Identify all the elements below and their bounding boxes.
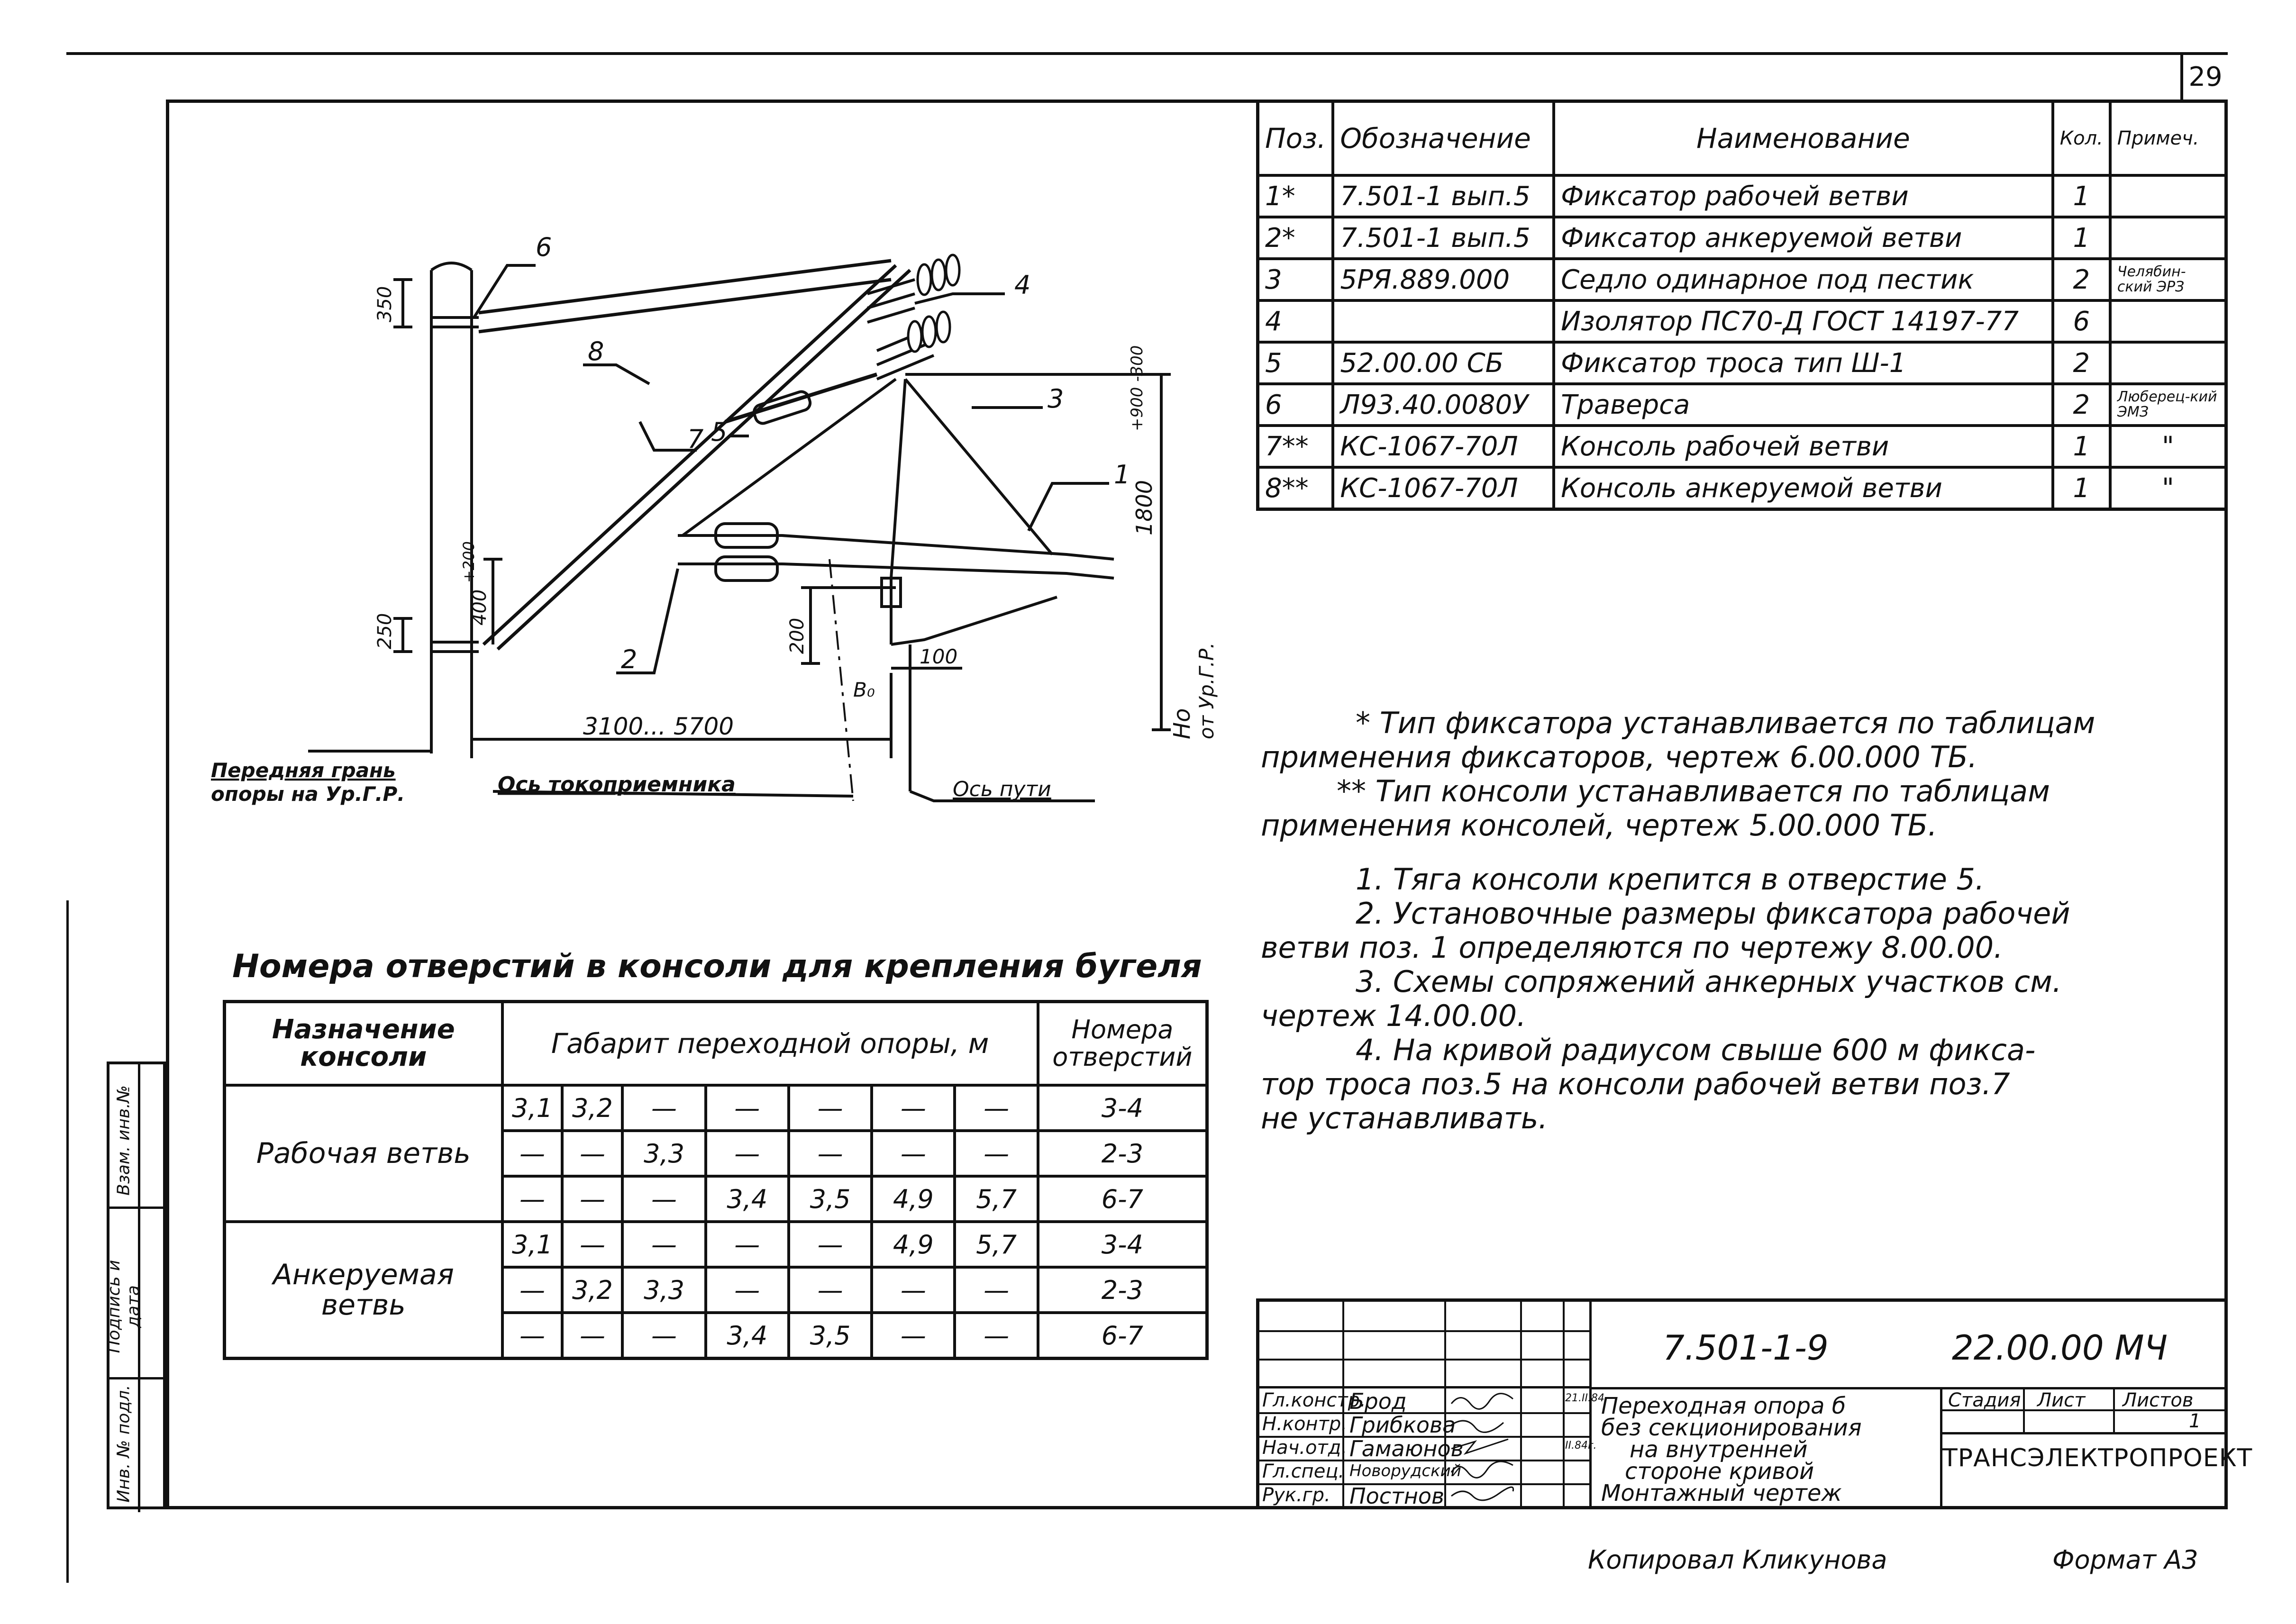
spec-row (1258, 300, 2226, 342)
holes-cell: — (706, 1085, 789, 1131)
holes-cell: 3,1 (502, 1222, 563, 1267)
role-name: Грибкова (1349, 1412, 1456, 1438)
holes-header-purpose: Назначение консоли (225, 1002, 502, 1086)
holes-row (225, 1085, 1207, 1131)
holes-cell: 4,9 (872, 1222, 955, 1267)
copied-by: Копировал Кликунова (1588, 1545, 1887, 1575)
spec-pos: 8** (1258, 467, 1333, 509)
label-pantograph-axis: Ось токоприемника (498, 772, 736, 797)
note-line: чертеж 14.00.00. (1261, 998, 1526, 1033)
holes-cell: — (955, 1085, 1038, 1131)
dim-height-tol: +900 -300 (1128, 345, 1147, 431)
holes-cell: — (789, 1131, 872, 1176)
spec-qty: 2 (2053, 259, 2110, 300)
insulator-disc (946, 255, 959, 285)
holes-cell: 4,9 (872, 1176, 955, 1222)
holes-cell: — (622, 1222, 705, 1267)
role-title: Нач.отд. (1262, 1437, 1348, 1459)
holes-cell: — (789, 1267, 872, 1313)
drawing-number: 22.00.00 МЧ (1952, 1328, 2168, 1368)
insulator-disc (908, 321, 921, 352)
specification-table (1256, 100, 2228, 511)
spec-designation: КС-1067-70Л (1333, 467, 1554, 509)
pole (431, 263, 472, 753)
holes-cell: — (872, 1267, 955, 1313)
dim-350-line (393, 280, 412, 327)
sheets-value: 1 (2189, 1410, 2201, 1432)
callout-8: 8 (588, 336, 604, 366)
spec-designation (1333, 300, 1554, 342)
holes-cell: 3,2 (562, 1085, 622, 1131)
role-title: Н.контр. (1262, 1413, 1347, 1435)
spec-designation: 52.00.00 СБ (1333, 342, 1554, 384)
stamp-signature: Подпись и дата (104, 1260, 143, 1353)
spec-row (1258, 467, 2226, 509)
holes-header-gauge: Габарит переходной опоры, м (502, 1002, 1038, 1086)
holes-cell: — (706, 1131, 789, 1176)
spec-row (1258, 259, 2226, 300)
holes-cell: 3,4 (706, 1313, 789, 1359)
spec-qty: 2 (2053, 342, 2110, 384)
dim-100: 100 (920, 645, 958, 668)
holes-cell: 3,3 (622, 1131, 705, 1176)
holes-cell: 3,5 (789, 1313, 872, 1359)
sheet-info (1942, 1389, 2224, 1434)
spec-note: " (2110, 426, 2226, 467)
dim-400-tol: +200 (460, 541, 478, 583)
spec-pos: 7** (1258, 426, 1333, 467)
callout-1: 1 (1114, 460, 1130, 490)
spec-designation: 7.501-1 вып.5 (1333, 175, 1554, 217)
callout-2: 2 (621, 644, 638, 674)
holes-cell: — (502, 1176, 563, 1222)
label-pole-face-2: опоры на Ур.Г.Р. (211, 782, 405, 806)
callout-7: 7 (687, 424, 704, 454)
holes-header-holes: Номера отверстий (1038, 1002, 1207, 1086)
leader-4 (915, 294, 1005, 303)
role-title: Гл.спец. (1262, 1461, 1345, 1482)
holes-cell: — (872, 1085, 955, 1131)
holes-cell: — (562, 1176, 622, 1222)
holes-cell: — (502, 1131, 563, 1176)
dim-250-line (393, 618, 412, 652)
role-name: Постнов (1349, 1483, 1445, 1509)
spec-name: Седло одинарное под пестик (1554, 259, 2053, 300)
stamp-inventory: Инв. № подл. (114, 1385, 134, 1503)
fixator-arm-lower (678, 564, 1114, 578)
side-stamp (104, 1061, 166, 1509)
spec-header-note: Примеч. (2110, 101, 2226, 176)
spec-header-row (1258, 101, 2226, 176)
spec-name: Траверса (1554, 384, 2053, 426)
role-row (1259, 1436, 1597, 1461)
holes-number: 2-3 (1038, 1131, 1207, 1176)
spec-note (2110, 175, 2226, 217)
spec-note: Челябин-ский ЭРЗ (2110, 259, 2226, 300)
label-ho-sub: от Ур.Г.Р. (1195, 642, 1218, 739)
role-date: 21.II.84 (1565, 1392, 1604, 1404)
spec-pos: 4 (1258, 300, 1333, 342)
spec-qty: 6 (2053, 300, 2110, 342)
label-ho: Но (1169, 708, 1195, 739)
role-row (1259, 1388, 1604, 1414)
label-track-axis: Ось пути (953, 777, 1051, 801)
holes-cell: 5,7 (955, 1222, 1038, 1267)
footnotes (1261, 706, 2218, 843)
holes-cell: 3,5 (789, 1176, 872, 1222)
dim-b0: В₀ (853, 678, 875, 701)
holes-cell: — (706, 1267, 789, 1313)
holes-number: 3-4 (1038, 1085, 1207, 1131)
holes-cell: — (955, 1313, 1038, 1359)
role-name: Брод (1349, 1388, 1407, 1414)
spec-pos: 2* (1258, 217, 1333, 259)
fixator-clamp (716, 557, 777, 581)
doc-code: 7.501-1-9 (1663, 1328, 1829, 1368)
holes-cell: — (872, 1131, 955, 1176)
spec-designation: 5РЯ.889.000 (1333, 259, 1554, 300)
leader-1 (1029, 483, 1109, 531)
holes-cell: 3,4 (706, 1176, 789, 1222)
spec-pos: 3 (1258, 259, 1333, 300)
company: ТРАНСЭЛЕКТРОПРОЕКТ (1942, 1444, 2253, 1472)
spec-row (1258, 175, 2226, 217)
spec-qty: 2 (2053, 384, 2110, 426)
callout-6: 6 (536, 232, 552, 262)
holes-table-title: Номера отверстий в консоли для крепления бугеля (232, 948, 1202, 985)
spec-note (2110, 217, 2226, 259)
pull-rod (725, 374, 877, 422)
spec-header-pos: Поз. (1258, 101, 1333, 176)
spec-row (1258, 342, 2226, 384)
callout-4: 4 (1014, 270, 1031, 300)
holes-cell: — (622, 1313, 705, 1359)
spec-name: Фиксатор рабочей ветви (1554, 175, 2053, 217)
label-pole-face-1: Передняя грань (211, 759, 396, 782)
title-block (1256, 1298, 2253, 1509)
spec-pos: 5 (1258, 342, 1333, 384)
insulator-disc (922, 317, 936, 347)
holes-cell: — (502, 1313, 563, 1359)
spec-header-designation: Обозначение (1333, 101, 1554, 176)
spec-row (1258, 217, 2226, 259)
spec-note (2110, 342, 2226, 384)
title-line: без секционирования (1601, 1415, 1862, 1441)
spec-pos: 1* (1258, 175, 1333, 217)
stage-label: Стадия (1948, 1389, 2021, 1411)
upper-strut (479, 261, 891, 332)
dropper (891, 578, 1057, 644)
sheet-left-rule (66, 900, 69, 1583)
holes-cell: — (502, 1267, 563, 1313)
holes-cell: — (955, 1131, 1038, 1176)
dim-400: 400 (469, 589, 491, 626)
spec-qty: 1 (2053, 467, 2110, 509)
spec-name: Консоль анкеруемой ветви (1554, 467, 2053, 509)
note-line: 1. Тяга консоли крепится в отверстие 5. (1356, 862, 1985, 897)
holes-header-row (225, 1002, 1207, 1086)
holes-group-working: Рабочая ветвь (225, 1085, 502, 1222)
title-line: Переходная опора б (1601, 1393, 1846, 1419)
spec-header-qty: Кол. (2053, 101, 2110, 176)
role-name: Гамаюнов (1349, 1436, 1464, 1461)
holes-cell: — (955, 1267, 1038, 1313)
note-line: тор троса поз.5 на консоли рабочей ветви поз.7 (1261, 1067, 2010, 1101)
role-title: Рук.гр. (1262, 1484, 1330, 1506)
spec-designation: КС-1067-70Л (1333, 426, 1554, 467)
role-title: Гл.констр. (1262, 1389, 1366, 1411)
holes-cell: — (622, 1176, 705, 1222)
note-line: не устанавливать. (1261, 1101, 1548, 1135)
holes-cell: 3,3 (622, 1267, 705, 1313)
holes-number: 3-4 (1038, 1222, 1207, 1267)
dim-200: 200 (786, 617, 808, 654)
holes-number: 6-7 (1038, 1176, 1207, 1222)
spec-qty: 1 (2053, 217, 2110, 259)
pantograph-axis-line (829, 559, 853, 801)
spec-pos: 6 (1258, 384, 1333, 426)
holes-number: 2-3 (1038, 1267, 1207, 1313)
spec-name: Фиксатор анкеруемой ветви (1554, 217, 2053, 259)
drawing-title (1592, 1389, 1942, 1506)
role-name: Новорудский (1349, 1461, 1461, 1480)
holes-row (225, 1222, 1207, 1267)
assembly-drawing (166, 171, 1256, 862)
footnote-2: ** Тип консоли устанавливается по таблицам применения консолей, чертеж 5.00.000 ТБ. (1261, 774, 2050, 843)
sheet-top-rule (66, 52, 2228, 55)
role-row (1259, 1483, 1591, 1509)
spec-name: Консоль рабочей ветви (1554, 426, 2053, 467)
role-row (1259, 1412, 1591, 1438)
sheet-label: Лист (2037, 1389, 2086, 1411)
page-number: 29 (2188, 62, 2223, 92)
holes-cell: — (706, 1222, 789, 1267)
dim-span: 3100... 5700 (583, 713, 734, 740)
holes-cell: — (562, 1313, 622, 1359)
holes-cell: — (789, 1222, 872, 1267)
note-line: ветви поз. 1 определяются по чертежу 8.00.00. (1261, 930, 2003, 965)
spec-designation: Л93.40.0080У (1333, 384, 1554, 426)
sheets-label: Листов (2123, 1389, 2194, 1411)
spec-designation: 7.501-1 вып.5 (1333, 217, 1554, 259)
holes-cell: 3,1 (502, 1085, 563, 1131)
role-date: II.84г. (1565, 1440, 1597, 1452)
spec-name: Фиксатор троса тип Ш-1 (1554, 342, 2053, 384)
spec-note (2110, 300, 2226, 342)
insulator-disc (932, 260, 945, 290)
title-line: Монтажный чертеж (1601, 1480, 1842, 1506)
dim-250: 250 (374, 613, 396, 649)
spec-qty: 1 (2053, 175, 2110, 217)
note-line: 3. Схемы сопряжений анкерных участков см. (1356, 964, 2062, 999)
holes-cell: — (872, 1313, 955, 1359)
page-number-box (2180, 52, 2228, 102)
holes-cell: — (789, 1085, 872, 1131)
holes-cell: — (562, 1131, 622, 1176)
dim-350: 350 (374, 286, 396, 322)
insulator-disc (918, 264, 931, 295)
note-line: 2. Установочные размеры фиксатора рабочей (1356, 896, 2070, 931)
note-line: 4. На кривой радиусом свыше 600 м фикса- (1356, 1033, 2036, 1067)
notes (1261, 862, 2218, 1135)
spec-row (1258, 384, 2226, 426)
signatures-icon (1447, 1389, 1518, 1506)
spec-header-name: Наименование (1554, 101, 2053, 176)
holes-group-anchored: Анкеруемая ветвь (225, 1222, 502, 1359)
callout-3: 3 (1048, 384, 1064, 414)
sheet-format: Формат А3 (2052, 1545, 2198, 1575)
spec-note: Люберец-кий ЭМЗ (2110, 384, 2226, 426)
role-row (1259, 1460, 1591, 1485)
spec-row (1258, 426, 2226, 467)
spec-note: " (2110, 467, 2226, 509)
spec-name: Изолятор ПС70-Д ГОСТ 14197-77 (1554, 300, 2053, 342)
roles-grid (1259, 1302, 1604, 1509)
holes-number: 6-7 (1038, 1313, 1207, 1359)
callout-5: 5 (711, 417, 728, 447)
holes-cell: 3,2 (562, 1267, 622, 1313)
leader-8 (583, 365, 649, 384)
holes-cell: 5,7 (955, 1176, 1038, 1222)
dim-height: 1800 (1131, 480, 1157, 535)
title-line: стороне кривой (1625, 1458, 1814, 1485)
holes-cell: — (622, 1085, 705, 1131)
doc-code-row (1592, 1302, 2224, 1389)
stamp-replace: Взам. инв.№ (114, 1085, 134, 1196)
holes-table (223, 1000, 1209, 1360)
footnote-1: * Тип фиксатора устанавливается по таблицам применения фиксаторов, чертеж 6.00.000 ТБ. (1261, 706, 2096, 774)
title-line: на внутренней (1630, 1436, 1808, 1463)
dim-height-line (1152, 374, 1171, 730)
holes-cell: — (562, 1222, 622, 1267)
insulator-disc (937, 312, 950, 342)
spec-qty: 1 (2053, 426, 2110, 467)
